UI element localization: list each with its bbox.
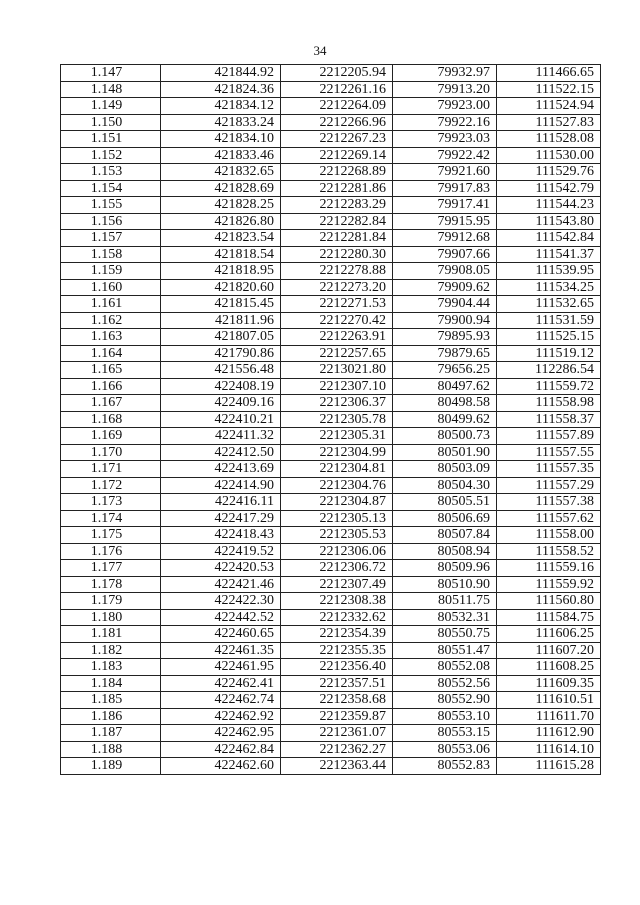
table-cell: 79904.44 [393, 296, 497, 313]
table-cell: 111543.80 [497, 213, 601, 230]
table-cell: 422422.30 [161, 593, 281, 610]
coordinates-table [60, 64, 601, 775]
table-cell: 80511.75 [393, 593, 497, 610]
table-cell: 2212359.87 [281, 708, 393, 725]
table-cell: 2212282.84 [281, 213, 393, 230]
table-cell: 111527.83 [497, 114, 601, 131]
table-cell: 80504.30 [393, 477, 497, 494]
table-cell: 421828.69 [161, 180, 281, 197]
page-number: 34 [313, 43, 327, 58]
table-cell: 422442.52 [161, 609, 281, 626]
table-cell: 2212306.72 [281, 560, 393, 577]
table-cell: 421818.95 [161, 263, 281, 280]
table-row [61, 147, 601, 164]
table-cell: 111529.76 [497, 164, 601, 181]
table-cell: 2212268.89 [281, 164, 393, 181]
table-cell: 80497.62 [393, 378, 497, 395]
table-cell: 1.157 [61, 230, 161, 247]
table-cell: 80551.47 [393, 642, 497, 659]
table-cell: 80510.90 [393, 576, 497, 593]
table-cell: 1.175 [61, 527, 161, 544]
table-cell: 79912.68 [393, 230, 497, 247]
table-cell: 79921.60 [393, 164, 497, 181]
table-cell: 422416.11 [161, 494, 281, 511]
table-cell: 2212304.99 [281, 444, 393, 461]
table-cell: 1.167 [61, 395, 161, 412]
table-cell: 421833.24 [161, 114, 281, 131]
table-cell: 112286.54 [497, 362, 601, 379]
table-cell: 1.155 [61, 197, 161, 214]
table-row [61, 395, 601, 412]
table-cell: 1.162 [61, 312, 161, 329]
table-row [61, 444, 601, 461]
table-cell: 79909.62 [393, 279, 497, 296]
table-cell: 422421.46 [161, 576, 281, 593]
table-cell: 2212283.29 [281, 197, 393, 214]
table-cell: 2212273.20 [281, 279, 393, 296]
table-cell: 2213021.80 [281, 362, 393, 379]
table-cell: 80499.62 [393, 411, 497, 428]
table-cell: 80508.94 [393, 543, 497, 560]
table-cell: 79917.83 [393, 180, 497, 197]
table-cell: 111611.70 [497, 708, 601, 725]
table-cell: 79917.41 [393, 197, 497, 214]
table-cell: 80503.09 [393, 461, 497, 478]
table-cell: 2212308.38 [281, 593, 393, 610]
table-cell: 80507.84 [393, 527, 497, 544]
table-cell: 2212306.06 [281, 543, 393, 560]
table-row [61, 263, 601, 280]
table-row [61, 246, 601, 263]
table-row [61, 642, 601, 659]
table-cell: 80506.69 [393, 510, 497, 527]
table-cell: 2212307.10 [281, 378, 393, 395]
table-cell: 1.154 [61, 180, 161, 197]
table-cell: 1.177 [61, 560, 161, 577]
table-cell: 111557.38 [497, 494, 601, 511]
table-row [61, 180, 601, 197]
table-cell: 1.164 [61, 345, 161, 362]
table-cell: 422408.19 [161, 378, 281, 395]
table-cell: 421828.25 [161, 197, 281, 214]
table-cell: 422462.41 [161, 675, 281, 692]
table-cell: 111610.51 [497, 692, 601, 709]
table-cell: 2212306.37 [281, 395, 393, 412]
table-row [61, 312, 601, 329]
table-cell: 421826.80 [161, 213, 281, 230]
table-cell: 1.188 [61, 741, 161, 758]
table-cell: 79656.25 [393, 362, 497, 379]
table-cell: 111466.65 [497, 65, 601, 82]
table-cell: 422413.69 [161, 461, 281, 478]
table-cell: 2212358.68 [281, 692, 393, 709]
table-cell: 422460.65 [161, 626, 281, 643]
table-row [61, 98, 601, 115]
table-cell: 79913.20 [393, 81, 497, 98]
table-cell: 2212267.23 [281, 131, 393, 148]
table-cell: 80505.51 [393, 494, 497, 511]
table-cell: 1.161 [61, 296, 161, 313]
table-cell: 111557.29 [497, 477, 601, 494]
table-cell: 1.150 [61, 114, 161, 131]
table-cell: 111612.90 [497, 725, 601, 742]
table-row [61, 560, 601, 577]
table-cell: 80550.75 [393, 626, 497, 643]
table-cell: 422411.32 [161, 428, 281, 445]
table-cell: 2212304.87 [281, 494, 393, 511]
table-cell: 111557.62 [497, 510, 601, 527]
table-cell: 421556.48 [161, 362, 281, 379]
table-cell: 2212257.65 [281, 345, 393, 362]
table-cell: 80500.73 [393, 428, 497, 445]
table-cell: 80553.10 [393, 708, 497, 725]
table-cell: 422462.95 [161, 725, 281, 742]
table-cell: 1.182 [61, 642, 161, 659]
table-cell: 79879.65 [393, 345, 497, 362]
table-cell: 111558.00 [497, 527, 601, 544]
table-cell: 2212305.53 [281, 527, 393, 544]
table-row [61, 230, 601, 247]
table-row [61, 461, 601, 478]
table-cell: 79900.94 [393, 312, 497, 329]
table-row [61, 213, 601, 230]
table-cell: 111614.10 [497, 741, 601, 758]
table-cell: 79923.03 [393, 131, 497, 148]
table-cell: 421818.54 [161, 246, 281, 263]
table-cell: 2212354.39 [281, 626, 393, 643]
table-row [61, 692, 601, 709]
table-cell: 421820.60 [161, 279, 281, 296]
table-cell: 79922.42 [393, 147, 497, 164]
table-cell: 2212305.31 [281, 428, 393, 445]
table-cell: 1.158 [61, 246, 161, 263]
table-row [61, 477, 601, 494]
table-cell: 422419.52 [161, 543, 281, 560]
table-cell: 111558.98 [497, 395, 601, 412]
table-cell: 421833.46 [161, 147, 281, 164]
table-row [61, 65, 601, 82]
table-cell: 111534.25 [497, 279, 601, 296]
table-cell: 1.176 [61, 543, 161, 560]
table-cell: 111557.89 [497, 428, 601, 445]
table-row [61, 329, 601, 346]
table-row [61, 758, 601, 775]
table-row [61, 345, 601, 362]
table-cell: 80532.31 [393, 609, 497, 626]
table-row [61, 510, 601, 527]
table-cell: 79895.93 [393, 329, 497, 346]
table-cell: 1.181 [61, 626, 161, 643]
table-cell: 421834.10 [161, 131, 281, 148]
table-cell: 1.163 [61, 329, 161, 346]
table-cell: 421807.05 [161, 329, 281, 346]
table-cell: 79922.16 [393, 114, 497, 131]
table-cell: 421832.65 [161, 164, 281, 181]
table-cell: 1.187 [61, 725, 161, 742]
table-cell: 80509.96 [393, 560, 497, 577]
table-cell: 80498.58 [393, 395, 497, 412]
table-cell: 111539.95 [497, 263, 601, 280]
table-cell: 111558.37 [497, 411, 601, 428]
table-cell: 1.180 [61, 609, 161, 626]
table-cell: 111609.35 [497, 675, 601, 692]
table-cell: 111522.15 [497, 81, 601, 98]
table-cell: 1.189 [61, 758, 161, 775]
table-cell: 422410.21 [161, 411, 281, 428]
table-row [61, 593, 601, 610]
table-cell: 2212263.91 [281, 329, 393, 346]
table-cell: 2212281.84 [281, 230, 393, 247]
table-cell: 1.156 [61, 213, 161, 230]
table-cell: 422418.43 [161, 527, 281, 544]
table-cell: 111559.92 [497, 576, 601, 593]
table-cell: 111607.20 [497, 642, 601, 659]
table-cell: 2212205.94 [281, 65, 393, 82]
table-cell: 111531.59 [497, 312, 601, 329]
table-cell: 111608.25 [497, 659, 601, 676]
table-cell: 421844.92 [161, 65, 281, 82]
table-row [61, 81, 601, 98]
table-cell: 421811.96 [161, 312, 281, 329]
table-row [61, 131, 601, 148]
table-cell: 1.178 [61, 576, 161, 593]
table-row [61, 675, 601, 692]
table-cell: 2212280.30 [281, 246, 393, 263]
table-cell: 422414.90 [161, 477, 281, 494]
coordinates-table-body [61, 65, 601, 775]
table-cell: 2212305.13 [281, 510, 393, 527]
table-cell: 422462.84 [161, 741, 281, 758]
table-cell: 2212356.40 [281, 659, 393, 676]
table-cell: 421815.45 [161, 296, 281, 313]
table-cell: 2212261.16 [281, 81, 393, 98]
table-cell: 422461.95 [161, 659, 281, 676]
table-row [61, 279, 601, 296]
table-cell: 1.153 [61, 164, 161, 181]
table-cell: 111606.25 [497, 626, 601, 643]
table-cell: 79907.66 [393, 246, 497, 263]
table-cell: 79908.05 [393, 263, 497, 280]
table-cell: 1.172 [61, 477, 161, 494]
table-cell: 111559.16 [497, 560, 601, 577]
table-cell: 422462.74 [161, 692, 281, 709]
table-cell: 1.186 [61, 708, 161, 725]
table-cell: 2212264.09 [281, 98, 393, 115]
table-cell: 1.174 [61, 510, 161, 527]
table-cell: 80553.06 [393, 741, 497, 758]
table-cell: 2212355.35 [281, 642, 393, 659]
table-cell: 1.165 [61, 362, 161, 379]
table-cell: 1.179 [61, 593, 161, 610]
table-cell: 422462.92 [161, 708, 281, 725]
table-row [61, 609, 601, 626]
table-cell: 2212281.86 [281, 180, 393, 197]
table-cell: 1.184 [61, 675, 161, 692]
table-cell: 80552.08 [393, 659, 497, 676]
table-cell: 1.152 [61, 147, 161, 164]
table-cell: 80501.90 [393, 444, 497, 461]
table-cell: 1.147 [61, 65, 161, 82]
table-cell: 1.148 [61, 81, 161, 98]
table-row [61, 725, 601, 742]
table-cell: 422409.16 [161, 395, 281, 412]
table-row [61, 378, 601, 395]
table-cell: 79923.00 [393, 98, 497, 115]
table-cell: 1.183 [61, 659, 161, 676]
table-cell: 2212357.51 [281, 675, 393, 692]
table-cell: 111528.08 [497, 131, 601, 148]
table-cell: 111519.12 [497, 345, 601, 362]
table-row [61, 659, 601, 676]
table-cell: 111530.00 [497, 147, 601, 164]
table-cell: 80552.56 [393, 675, 497, 692]
table-cell: 111532.65 [497, 296, 601, 313]
table-cell: 111557.35 [497, 461, 601, 478]
table-cell: 111558.52 [497, 543, 601, 560]
table-cell: 111559.72 [497, 378, 601, 395]
table-cell: 1.166 [61, 378, 161, 395]
table-cell: 1.149 [61, 98, 161, 115]
table-cell: 422417.29 [161, 510, 281, 527]
table-row [61, 164, 601, 181]
table-cell: 111557.55 [497, 444, 601, 461]
table-cell: 1.171 [61, 461, 161, 478]
table-cell: 111560.80 [497, 593, 601, 610]
table-cell: 1.170 [61, 444, 161, 461]
table-cell: 1.173 [61, 494, 161, 511]
table-row [61, 626, 601, 643]
table-row [61, 741, 601, 758]
table-cell: 2212304.76 [281, 477, 393, 494]
table-cell: 80553.15 [393, 725, 497, 742]
table-cell: 2212307.49 [281, 576, 393, 593]
table-row [61, 576, 601, 593]
table-cell: 2212305.78 [281, 411, 393, 428]
table-cell: 79932.97 [393, 65, 497, 82]
table-row [61, 114, 601, 131]
table-row [61, 362, 601, 379]
table-cell: 80552.83 [393, 758, 497, 775]
table-cell: 2212278.88 [281, 263, 393, 280]
table-cell: 422412.50 [161, 444, 281, 461]
table-cell: 111542.79 [497, 180, 601, 197]
table-cell: 111524.94 [497, 98, 601, 115]
table-cell: 421834.12 [161, 98, 281, 115]
table-cell: 1.169 [61, 428, 161, 445]
table-cell: 2212361.07 [281, 725, 393, 742]
table-cell: 2212269.14 [281, 147, 393, 164]
table-cell: 1.185 [61, 692, 161, 709]
table-cell: 111615.28 [497, 758, 601, 775]
table-cell: 111584.75 [497, 609, 601, 626]
table-row [61, 428, 601, 445]
table-cell: 2212271.53 [281, 296, 393, 313]
table-cell: 1.151 [61, 131, 161, 148]
table-cell: 1.159 [61, 263, 161, 280]
table-cell: 2212270.42 [281, 312, 393, 329]
table-cell: 2212362.27 [281, 741, 393, 758]
table-row [61, 527, 601, 544]
table-cell: 111525.15 [497, 329, 601, 346]
table-cell: 2212304.81 [281, 461, 393, 478]
table-row [61, 296, 601, 313]
table-cell: 79915.95 [393, 213, 497, 230]
table-cell: 421823.54 [161, 230, 281, 247]
table-cell: 421824.36 [161, 81, 281, 98]
table-cell: 1.160 [61, 279, 161, 296]
table-row [61, 708, 601, 725]
table-cell: 1.168 [61, 411, 161, 428]
table-cell: 2212332.62 [281, 609, 393, 626]
table-cell: 80552.90 [393, 692, 497, 709]
table-row [61, 543, 601, 560]
table-row [61, 197, 601, 214]
table-cell: 422461.35 [161, 642, 281, 659]
table-cell: 2212266.96 [281, 114, 393, 131]
table-cell: 422420.53 [161, 560, 281, 577]
table-cell: 422462.60 [161, 758, 281, 775]
table-cell: 2212363.44 [281, 758, 393, 775]
table-cell: 111541.37 [497, 246, 601, 263]
table-row [61, 494, 601, 511]
table-cell: 111542.84 [497, 230, 601, 247]
table-cell: 421790.86 [161, 345, 281, 362]
table-row [61, 411, 601, 428]
table-cell: 111544.23 [497, 197, 601, 214]
